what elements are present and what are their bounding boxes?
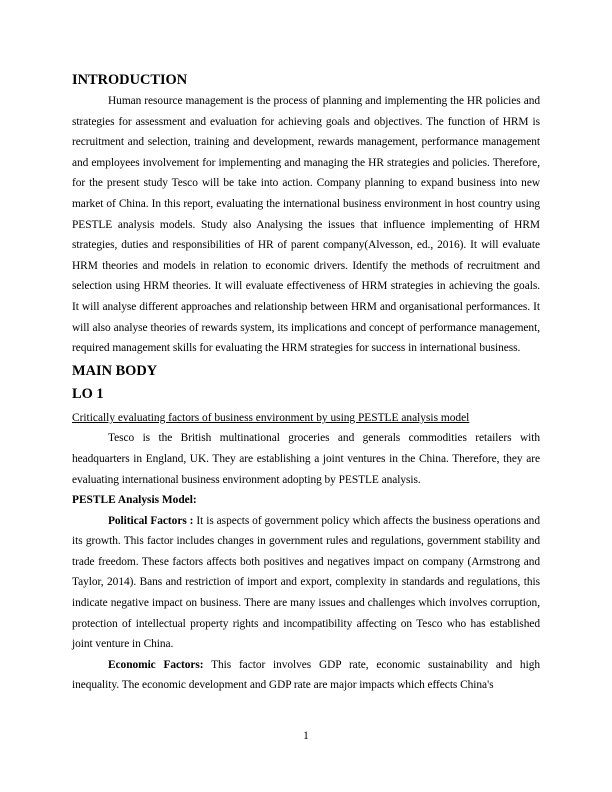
introduction-paragraph: Human resource management is the process of planning and implementing the HR policies and strategies for assessment and evaluation for achieving goals and objectives. The function of HRM is recruitment and selection, training and development, rewards management, performance management and employees involvement for implementing and managing the HR strategies and policies. Therefore, for the present study Tesco will be take into action. Company planning to expand business into new market of China. In this report, evaluating the international business environment in host country using PESTLE analysis models. Study also Analysing the issues that influence implementing of HRM strategies, duties and responsibilities of HR of parent company(Alvesson, ed., 2016). It will evaluate HRM theories and models in relation to economic drivers. Identify the methods of recruitment and selection using HRM theories. It will evaluate effectiveness of HRM strategies in achieving the goals. It will analyse different approaches and relationship between HRM and organisational performances. It will also analyse theories of rewards system, its implications and concept of performance management, required management skills for evaluating the HRM strategies for success in international business.	[72, 95, 540, 355]
introduction-heading: INTRODUCTION	[72, 72, 188, 88]
tesco-paragraph: Tesco is the British multinational groceries and generals commodities retailers with headquarters in England, UK. They are establishing a joint ventures in the China. Therefore, they are evaluating international business environment adopting by PESTLE analysis.	[72, 432, 540, 486]
main-body-heading: MAIN BODY	[72, 362, 158, 379]
lo1-heading: LO 1	[72, 385, 104, 402]
page-number: 1	[303, 730, 309, 742]
economic-factors-paragraph	[72, 655, 540, 696]
pestle-subheading: Critically evaluating factors of business environment by using PESTLE analysis model	[72, 411, 470, 424]
economic-factors-text: This factor involves GDP rate, economic sustainability and high inequality. The economic development and GDP rate are major impacts which effects China's	[72, 658, 540, 692]
document-page	[72, 70, 540, 696]
political-factors-label: Political Factors :	[108, 514, 194, 527]
political-factors-paragraph	[72, 511, 540, 655]
pestle-model-heading: PESTLE Analysis Model:	[72, 494, 197, 507]
political-factors-text: It is aspects of government policy which affects the business operations and its growth. This factor includes changes in government rules and regulations, government stability and trade freedom. These factors affects both positives and negatives impact on company (Armstrong and Taylor, 2014). Bans and restriction of import and export, complexity in standards and regulations, this indicate negative impact on business. There are many issues and challenges which involves corruption, protection of intellectual property rights and incompatibility affecting on Tesco who has established joint venture in China.	[72, 514, 540, 651]
economic-factors-label: Economic Factors:	[108, 658, 204, 671]
